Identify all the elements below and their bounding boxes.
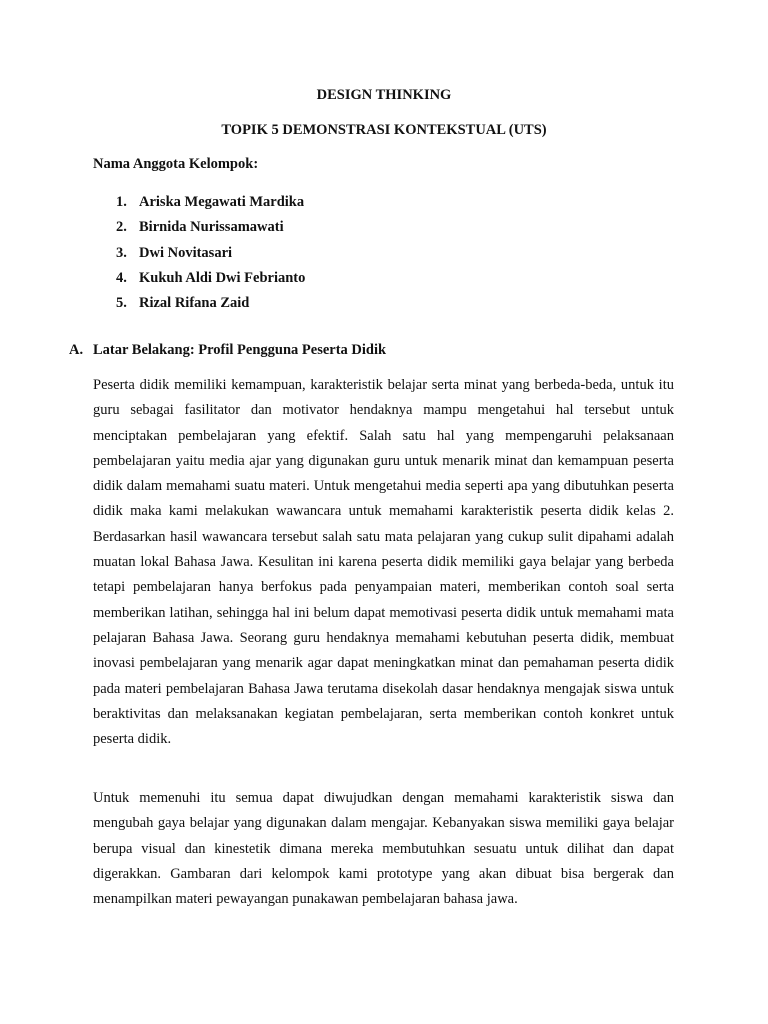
list-number: 1. xyxy=(116,194,127,210)
member-name: Dwi Novitasari xyxy=(139,244,233,261)
group-members-label: Nama Anggota Kelompok: xyxy=(93,156,259,172)
list-number: 3. xyxy=(116,244,127,261)
list-number: 2. xyxy=(116,219,127,236)
list-item xyxy=(116,266,305,291)
member-name: Rizal Rifana Zaid xyxy=(139,295,250,312)
body-paragraph-2: Untuk memenuhi itu semua dapat diwujudkan dengan memahami karakteristik siswa dan mengubah gaya belajar yang digunakan dalam mengajar. Kebanyakan siswa memiliki gaya belajar berupa visual dan kinestetik dimana mereka membutuhkan sesuatu untuk dilihat dan dapat digerakkan. Gambaran dari kelompok kami prototype yang akan dibuat bisa bergerak dan menampilkan materi pewayangan punakawan pembelajaran bahasa jawa. xyxy=(93,790,674,908)
list-item xyxy=(116,215,305,240)
document-subtitle: TOPIK 5 DEMONSTRASI KONTEKSTUAL (UTS) xyxy=(221,122,547,138)
body-paragraph-1: Peserta didik memiliki kemampuan, karakteristik belajar serta minat yang berbeda-beda, untuk itu guru sebagai fasilitator dan motivator hendaknya mampu mengetahui hal tersebut untuk menciptakan pembelajaran yang efektif. Salah satu hal yang mempengaruhi pelaksanaan pembelajaran yaitu media ajar yang digunakan guru untuk menarik minat dan kemampuan peserta didik dalam memahami suatu materi. Untuk mengetahui media seperti apa yang dibutuhkan peserta didik maka kami melakukan wawancara untuk memahami karakteristik peserta didik kelas 2. Berdasarkan hasil wawancara tersebut salah satu mata pelajaran yang cukup sulit dipahami adalah muatan lokal Bahasa Jawa. Kesulitan ini karena peserta didik memiliki gaya belajar yang berbeda tetapi pembelajaran hanya berfokus pada penyampaian materi, memberikan contoh soal serta memberikan latihan, sehingga hal ini belum dapat memotivasi peserta didik untuk memahami mata pelajaran Bahasa Jawa. Seorang guru hendaknya memahami kebutuhan peserta didik, membuat inovasi pembelajaran yang menarik agar dapat meningkatkan minat dan pemahaman peserta didik pada materi pembelajaran Bahasa Jawa terutama disekolah dasar hendaknya mengajak siswa untuk beraktivitas dan melaksanakan kegiatan pembelajaran, serta memberikan contoh konkret untuk peserta didik. xyxy=(93,377,674,748)
member-list xyxy=(116,190,305,316)
section-letter: A. xyxy=(69,342,84,358)
list-number: 4. xyxy=(116,269,127,286)
list-number: 5. xyxy=(116,295,127,312)
list-item xyxy=(116,291,305,316)
document-title: DESIGN THINKING xyxy=(316,87,452,103)
section-heading xyxy=(69,342,386,359)
section-heading-text: Latar Belakang: Profil Pengguna Peserta Didik xyxy=(93,342,387,358)
member-name: Birnida Nurissamawati xyxy=(139,219,284,236)
member-name: Kukuh Aldi Dwi Febrianto xyxy=(139,269,306,286)
member-name: Ariska Megawati Mardika xyxy=(139,194,305,210)
list-item xyxy=(116,241,305,266)
list-item xyxy=(116,190,305,215)
